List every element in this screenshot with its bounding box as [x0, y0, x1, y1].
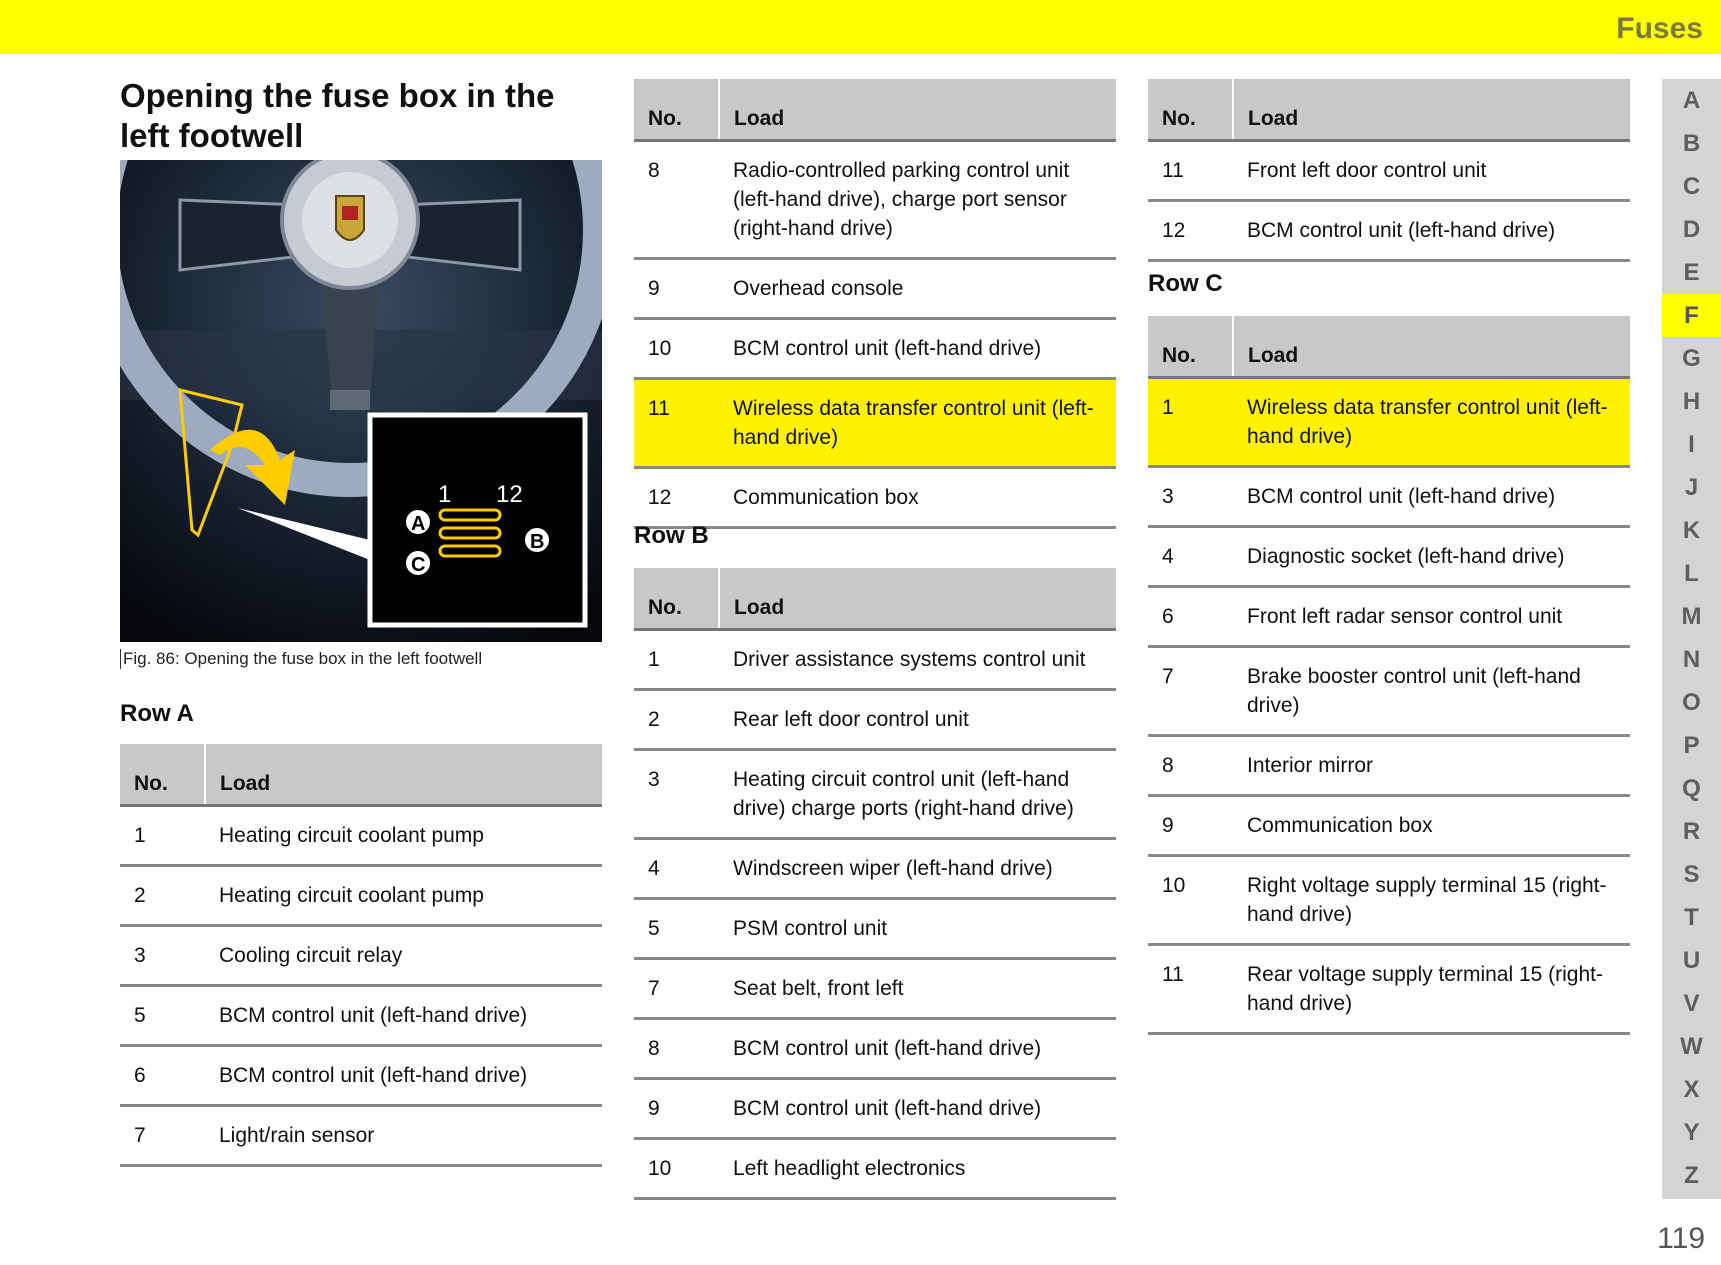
col-no-header: No.: [1148, 316, 1233, 378]
col-no-header: No.: [634, 79, 719, 141]
table-row: [634, 750, 1116, 839]
col-no-header: No.: [1148, 79, 1233, 141]
fuse-number: 3: [120, 926, 205, 986]
fuse-load: Front left radar sensor control unit: [1233, 587, 1630, 647]
index-letter-k[interactable]: K: [1682, 517, 1701, 544]
fuse-load: Interior mirror: [1233, 736, 1630, 796]
fuse-number: 4: [634, 839, 719, 899]
row-b-table: [634, 568, 1116, 1200]
index-letter-i[interactable]: I: [1688, 431, 1695, 458]
table-row: [634, 1079, 1116, 1139]
fuse-load: Heating circuit control unit (left-hand drive) charge ports (right-hand drive): [719, 750, 1116, 839]
col-load-header: Load: [719, 79, 1116, 141]
table-row: [634, 259, 1116, 319]
index-letter-v[interactable]: V: [1683, 990, 1700, 1017]
row-b-continued-table: [1148, 79, 1630, 262]
table-row: [634, 959, 1116, 1019]
index-letter-w[interactable]: W: [1680, 1033, 1703, 1060]
fuse-load: BCM control unit (left-hand drive): [719, 1079, 1116, 1139]
fuse-number: 8: [1148, 736, 1233, 796]
fuse-box-figure: [120, 160, 602, 642]
table-row: [634, 1019, 1116, 1079]
table-row: [1148, 527, 1630, 587]
index-letter-p[interactable]: P: [1683, 732, 1700, 759]
index-letter-g[interactable]: G: [1682, 345, 1701, 372]
index-letter-f[interactable]: F: [1662, 294, 1721, 337]
fuse-load: Rear voltage supply terminal 15 (right-hand drive): [1233, 945, 1630, 1034]
table-row: [120, 866, 602, 926]
row-c-heading: Row C: [1148, 270, 1223, 297]
fuse-load: BCM control unit (left-hand drive): [1233, 201, 1630, 261]
table-row: [1148, 467, 1630, 527]
fuse-load: Wireless data transfer control unit (left-hand drive): [719, 379, 1116, 468]
index-letter-h[interactable]: H: [1682, 388, 1701, 415]
fuse-number: 6: [120, 1046, 205, 1106]
table-row: [1148, 856, 1630, 945]
index-letter-u[interactable]: U: [1682, 947, 1701, 974]
table-row: [634, 630, 1116, 690]
row-label-a: A: [411, 513, 426, 535]
fuse-number: 9: [634, 1079, 719, 1139]
table-row: [634, 468, 1116, 528]
fuse-number: 9: [1148, 796, 1233, 856]
fuse-number: 10: [1148, 856, 1233, 945]
fuse-load: Front left door control unit: [1233, 141, 1630, 201]
table-row: [1148, 736, 1630, 796]
fuse-load: BCM control unit (left-hand drive): [205, 1046, 602, 1106]
fuse-load: Cooling circuit relay: [205, 926, 602, 986]
fuse-number: 7: [634, 959, 719, 1019]
table-row: [634, 379, 1116, 468]
fuse-number: 2: [120, 866, 205, 926]
fuse-load: Right voltage supply terminal 15 (right-hand drive): [1233, 856, 1630, 945]
index-letter-d[interactable]: D: [1682, 216, 1701, 243]
page-number: 119: [1657, 1222, 1705, 1255]
table-row: [634, 690, 1116, 750]
fuse-load: Heating circuit coolant pump: [205, 806, 602, 866]
fuse-load: BCM control unit (left-hand drive): [205, 986, 602, 1046]
fuse-number: 6: [1148, 587, 1233, 647]
index-letter-q[interactable]: Q: [1682, 775, 1701, 802]
table-row: [634, 319, 1116, 379]
table-row: [1148, 141, 1630, 201]
fuse-number: 11: [1148, 945, 1233, 1034]
index-letter-c[interactable]: C: [1682, 173, 1701, 200]
fuse-number: 11: [1148, 141, 1233, 201]
page-title: Opening the fuse box in the left footwell: [120, 77, 555, 154]
table-row: [1148, 796, 1630, 856]
index-letter-s[interactable]: S: [1683, 861, 1700, 888]
steering-wheel-illustration: [120, 160, 602, 642]
table-row: [634, 141, 1116, 259]
section-title: Fuses: [1616, 12, 1703, 45]
table-row: [120, 1046, 602, 1106]
index-letter-r[interactable]: R: [1682, 818, 1701, 845]
row-a-table: [120, 744, 602, 1167]
fuse-number: 10: [634, 319, 719, 379]
fuse-load: Communication box: [719, 468, 1116, 528]
fuse-number: 4: [1148, 527, 1233, 587]
fuse-number: 10: [634, 1139, 719, 1199]
row-a-heading: Row A: [120, 700, 194, 727]
fuse-number: 12: [634, 468, 719, 528]
fuse-number: 5: [120, 986, 205, 1046]
table-row: [1148, 647, 1630, 736]
table-row: [120, 926, 602, 986]
fuse-load: Rear left door control unit: [719, 690, 1116, 750]
fuse-label-12: 12: [496, 481, 523, 508]
fuse-number: 5: [634, 899, 719, 959]
table-row: [120, 986, 602, 1046]
index-letter-z[interactable]: Z: [1684, 1162, 1699, 1189]
fuse-number: 3: [634, 750, 719, 839]
col-load-header: Load: [719, 568, 1116, 630]
fuse-load: Brake booster control unit (left-hand drive): [1233, 647, 1630, 736]
col-load-header: Load: [205, 744, 602, 806]
index-letter-y[interactable]: Y: [1683, 1119, 1700, 1146]
index-letter-a[interactable]: A: [1682, 87, 1701, 114]
fuse-load: BCM control unit (left-hand drive): [719, 1019, 1116, 1079]
table-row: [634, 899, 1116, 959]
fuse-label-1: 1: [438, 481, 452, 508]
fuse-load: Light/rain sensor: [205, 1106, 602, 1166]
fuse-load: Diagnostic socket (left-hand drive): [1233, 527, 1630, 587]
table-row: [1148, 945, 1630, 1034]
index-letter-o[interactable]: O: [1682, 689, 1701, 716]
fuse-load: Wireless data transfer control unit (left-hand drive): [1233, 378, 1630, 467]
fuse-load: Left headlight electronics: [719, 1139, 1116, 1199]
fuse-number: 7: [120, 1106, 205, 1166]
index-letter-l[interactable]: L: [1684, 560, 1699, 587]
fuse-number: 8: [634, 141, 719, 259]
fuse-load: BCM control unit (left-hand drive): [719, 319, 1116, 379]
index-letter-x[interactable]: X: [1683, 1076, 1700, 1103]
index-letter-e[interactable]: E: [1683, 259, 1700, 286]
alphabet-index: [1662, 79, 1721, 1199]
row-a-continued-table: [634, 79, 1116, 529]
table-row: [1148, 378, 1630, 467]
index-letter-t[interactable]: T: [1684, 904, 1699, 931]
index-letter-n[interactable]: N: [1682, 646, 1701, 673]
fuse-number: 11: [634, 379, 719, 468]
top-banner: [0, 0, 1721, 54]
table-row: [634, 1139, 1116, 1199]
fuse-load: Communication box: [1233, 796, 1630, 856]
table-row: [1148, 587, 1630, 647]
fuse-load: Driver assistance systems control unit: [719, 630, 1116, 690]
row-label-c: C: [411, 554, 426, 576]
figure-caption: Fig. 86: Opening the fuse box in the left footwell: [120, 649, 482, 669]
table-row: [120, 1106, 602, 1166]
fuse-number: 7: [1148, 647, 1233, 736]
index-letter-b[interactable]: B: [1682, 130, 1701, 157]
row-b-heading: Row B: [634, 522, 709, 549]
fuse-load: Radio-controlled parking control unit (left-hand drive), charge port sensor (right-hand drive): [719, 141, 1116, 259]
fuse-number: 1: [120, 806, 205, 866]
fuse-load: PSM control unit: [719, 899, 1116, 959]
table-row: [1148, 201, 1630, 261]
col-no-header: No.: [120, 744, 205, 806]
table-row: [120, 806, 602, 866]
index-letter-j[interactable]: J: [1684, 474, 1699, 501]
col-load-header: Load: [1233, 316, 1630, 378]
fuse-load: Overhead console: [719, 259, 1116, 319]
row-label-b: B: [530, 531, 545, 553]
col-load-header: Load: [1233, 79, 1630, 141]
fuse-load: Windscreen wiper (left-hand drive): [719, 839, 1116, 899]
fuse-number: 12: [1148, 201, 1233, 261]
fuse-number: 2: [634, 690, 719, 750]
col-no-header: No.: [634, 568, 719, 630]
fuse-load: BCM control unit (left-hand drive): [1233, 467, 1630, 527]
fuse-load: Seat belt, front left: [719, 959, 1116, 1019]
index-letter-m[interactable]: M: [1681, 603, 1702, 630]
table-row: [634, 839, 1116, 899]
fuse-number: 3: [1148, 467, 1233, 527]
row-c-table: [1148, 316, 1630, 1035]
fuse-load: Heating circuit coolant pump: [205, 866, 602, 926]
fuse-number: 1: [1148, 378, 1233, 467]
fuse-number: 8: [634, 1019, 719, 1079]
fuse-number: 9: [634, 259, 719, 319]
fuse-number: 1: [634, 630, 719, 690]
